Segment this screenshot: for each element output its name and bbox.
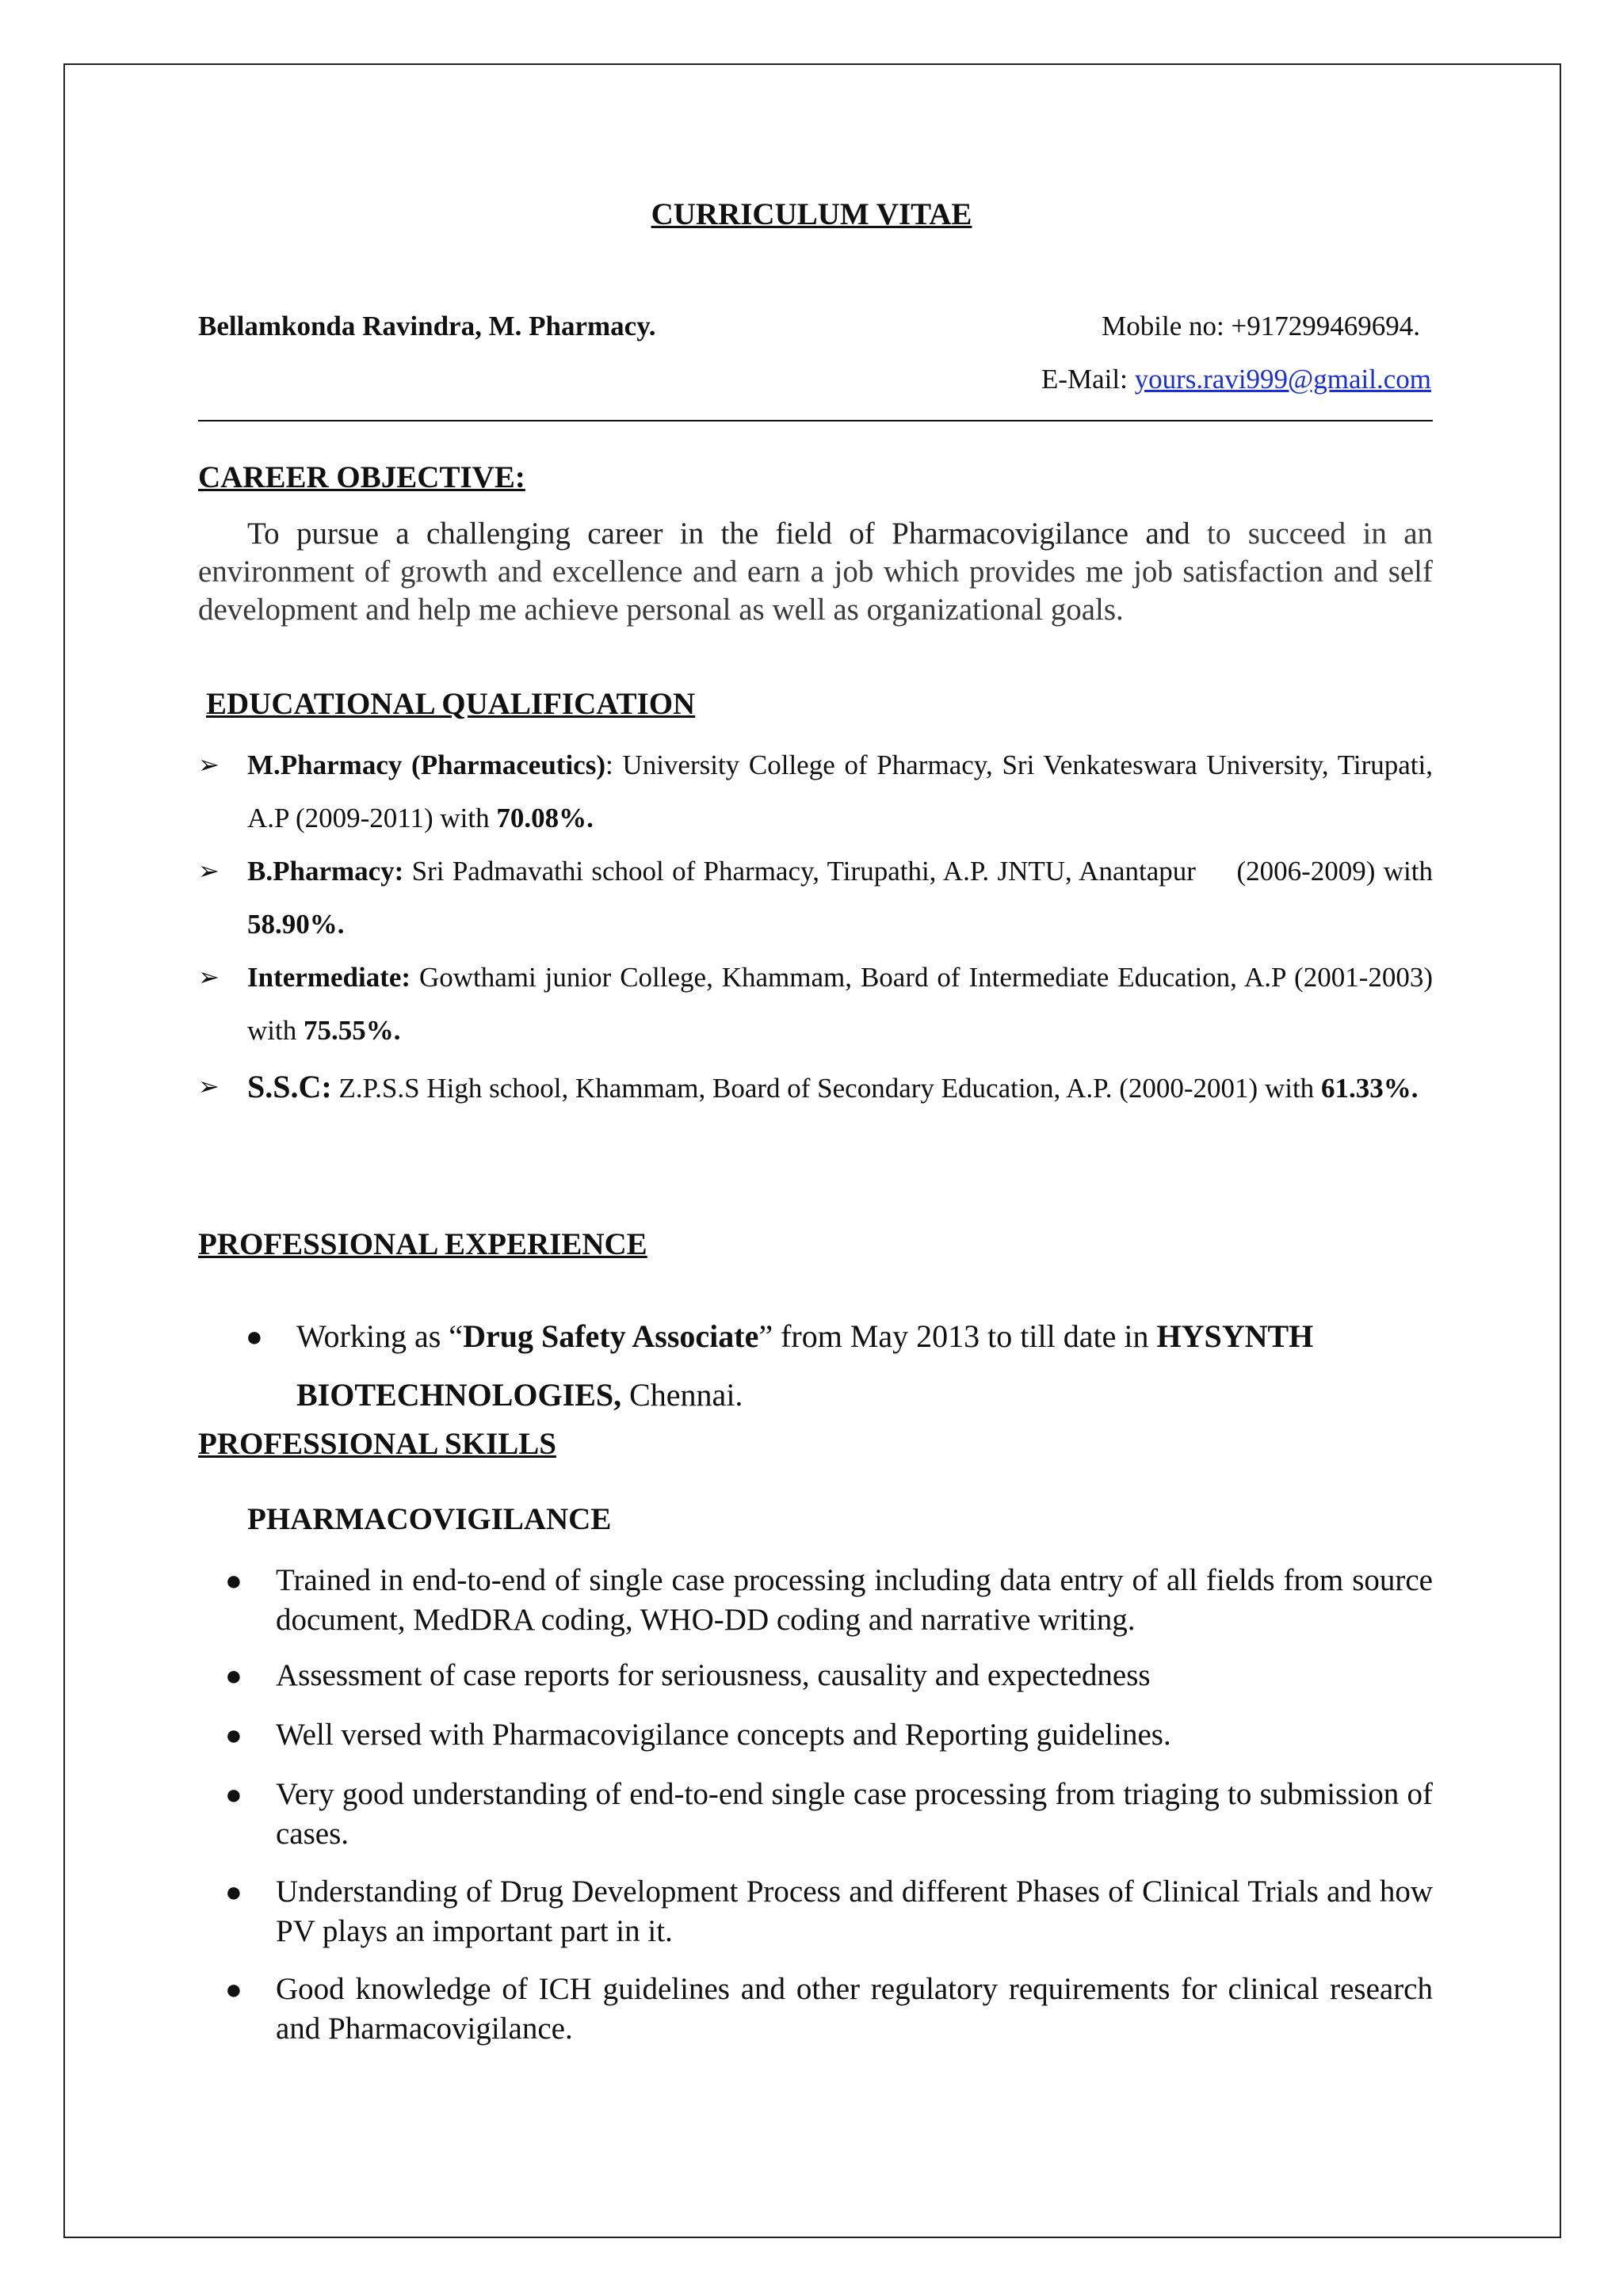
mobile-number: Mobile no: +917299469694. [1102, 311, 1420, 341]
skill-text: Very good understanding of end-to-end single case processing from triaging to submission of cases. [276, 1777, 1433, 1851]
degree: M.Pharmacy (Pharmaceutics) [247, 749, 605, 780]
skill-text: Trained in end-to-end of single case processing including data entry of all fields from source document, MedDRA coding, WHO-DD coding and narrative writing. [276, 1563, 1433, 1637]
degree: B.Pharmacy: [247, 856, 404, 887]
company-city: Chennai. [629, 1377, 743, 1413]
education-item [198, 1060, 1433, 1115]
institution: : University College of Pharmacy, Sri Venkateswara University, Tirupati, A.P (2009-2011) with [247, 749, 1433, 833]
bullet-icon: ● [225, 1565, 242, 1596]
experience-item [246, 1307, 1395, 1425]
education-heading: EDUCATIONAL QUALIFICATION [206, 687, 696, 721]
arrow-bullet-icon: ➢ [198, 1072, 220, 1100]
score: 61.33%. [1320, 1073, 1419, 1104]
score: 58.90%. [247, 909, 345, 940]
education-item [198, 951, 1433, 1057]
degree: Intermediate: [247, 962, 411, 993]
skill-text: Good knowledge of ICH guidelines and other regulatory requirements for clinical research and Pharmacovigilance. [276, 1972, 1433, 2046]
education-item [198, 845, 1433, 951]
skill-item [225, 1561, 1433, 1640]
job-role: Drug Safety Associate [463, 1318, 759, 1354]
email-link[interactable]: yours.ravi999@gmail.com [1134, 364, 1431, 395]
experience-prefix: Working as “ [296, 1318, 464, 1354]
company-name: HYSYNTH BIOTECHNOLOGIES, [296, 1318, 1314, 1413]
objective-text-b: to succeed in an environment of growth and excellence and earn a job which provides me job satisfaction and self development and help me achieve personal as well as organizational goals. [198, 517, 1433, 627]
skill-item [225, 1656, 1433, 1695]
skills-heading: PROFESSIONAL SKILLS [198, 1427, 556, 1461]
degree: S.S.C: [247, 1069, 332, 1104]
career-objective-heading: CAREER OBJECTIVE: [198, 460, 525, 494]
skill-item [225, 1715, 1433, 1755]
institution: Sri Padmavathi school of Pharmacy, Tirupathi, A.P. JNTU, Anantapur (2006-2009) with [411, 856, 1433, 887]
skill-text: Understanding of Drug Development Process and different Phases of Clinical Trials and how PV plays an important part in it. [276, 1875, 1433, 1948]
skill-item [225, 1970, 1433, 2049]
skill-item [225, 1872, 1433, 1951]
header-divider [198, 420, 1433, 421]
candidate-name: Bellamkonda Ravindra, M. Pharmacy. [198, 311, 656, 341]
arrow-bullet-icon: ➢ [198, 856, 220, 885]
institution: Z.P.S.S High school, Khammam, Board of Secondary Education, A.P. (2000-2001) with [338, 1073, 1315, 1104]
skill-text: Well versed with Pharmacovigilance concepts and Reporting guidelines. [276, 1718, 1171, 1752]
education-item [198, 738, 1433, 845]
bullet-icon: ● [225, 1974, 242, 2005]
score: 70.08%. [496, 803, 594, 833]
email-label: E-Mail: [1041, 364, 1128, 395]
skills-subheading: PHARMACOVIGILANCE [247, 1502, 612, 1536]
experience-heading: PROFESSIONAL EXPERIENCE [198, 1227, 647, 1261]
bullet-icon: ● [225, 1876, 242, 1908]
objective-text-a: To pursue a challenging career in the field of Pharmacovigilance and [247, 517, 1190, 551]
document-title: CURRICULUM VITAE [651, 197, 972, 231]
arrow-bullet-icon: ➢ [198, 750, 220, 779]
skill-item [225, 1775, 1433, 1854]
institution: Gowthami junior College, Khammam, Board of Intermediate Education, A.P (2001-2003) with [247, 962, 1434, 1046]
arrow-bullet-icon: ➢ [198, 963, 220, 991]
email-line [1041, 364, 1431, 395]
bullet-icon: ● [246, 1321, 263, 1352]
score: 75.55%. [303, 1015, 401, 1046]
experience-middle: ” from May 2013 to till date in [758, 1318, 1149, 1354]
career-objective-text [198, 515, 1433, 629]
bullet-icon: ● [225, 1779, 242, 1810]
bullet-icon: ● [225, 1660, 242, 1691]
bullet-icon: ● [225, 1719, 242, 1751]
skill-text: Assessment of case reports for seriousness, causality and expectedness [276, 1658, 1151, 1692]
